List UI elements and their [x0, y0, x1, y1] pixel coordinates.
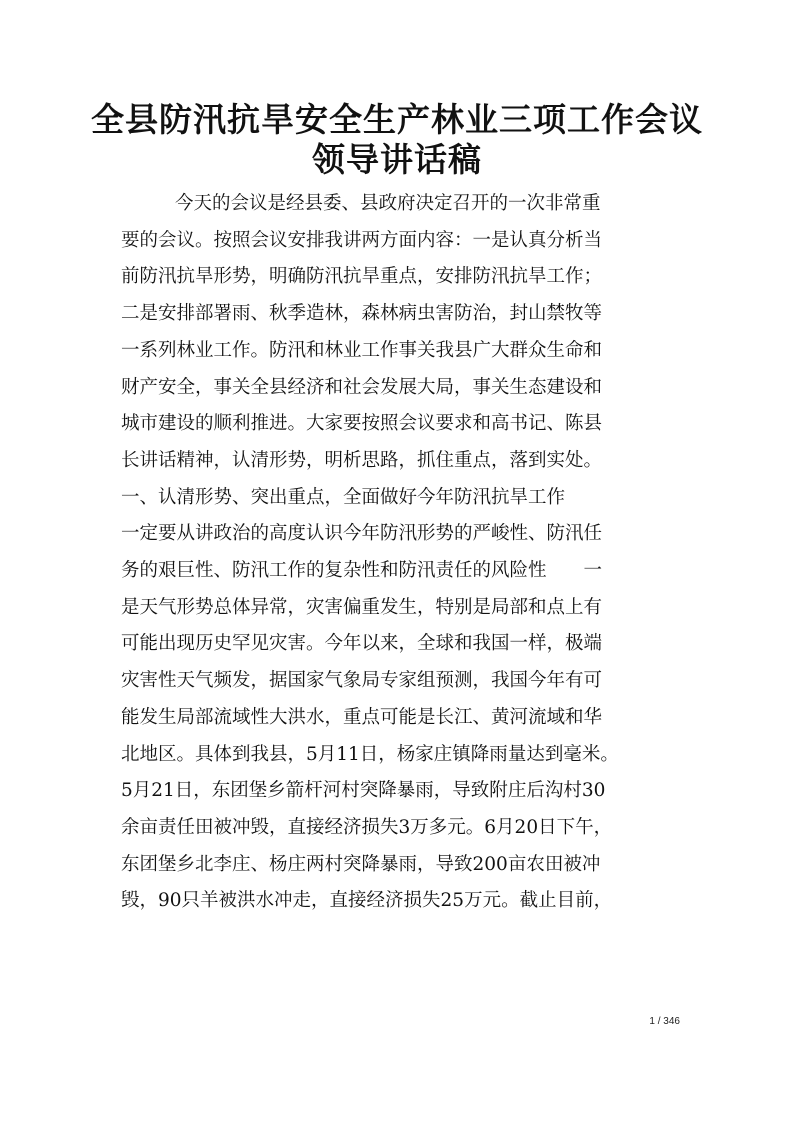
- body-line: 灾害性天气频发，据国家气象局专家组预测，我国今年有可: [121, 670, 603, 692]
- body-line: 前防汛抗旱形势，明确防汛抗旱重点，安排防汛抗旱工作；: [121, 266, 603, 288]
- body-line: 5月21日，东团堡乡箭杆河村突降暴雨，导致附庄后沟村30: [121, 780, 606, 802]
- body-line: 今天的会议是经县委、县政府决定召开的一次非常重: [175, 193, 601, 214]
- body-line: 财产安全，事关全县经济和社会发展大局，事关生态建设和: [121, 376, 603, 398]
- body-line: 余亩责任田被冲毁，直接经济损失3万多元。6月20日下午，: [121, 816, 613, 838]
- body-line: 能发生局部流域性大洪水，重点可能是长江、黄河流域和华: [121, 706, 603, 728]
- section-heading: 一、认清形势、突出重点，全面做好今年防汛抗旱工作: [121, 486, 566, 508]
- body-line: 要的会议。按照会议安排我讲两方面内容：一是认真分析当: [121, 229, 603, 251]
- body-line: 毁，90只羊被洪水冲走，直接经济损失25万元。截止目前，: [121, 890, 613, 912]
- document-body: [121, 186, 683, 920]
- body-line: 是天气形势总体异常，灾害偏重发生，特别是局部和点上有: [121, 596, 603, 618]
- page-number: 1 / 346: [649, 1016, 680, 1027]
- body-line: 长讲话精神，认清形势，明析思路，抓住重点，落到实处。: [121, 449, 603, 471]
- body-line: 二是安排部署雨、秋季造林，森林病虫害防治，封山禁牧等: [121, 303, 603, 325]
- body-line: 城市建设的顺利推进。大家要按照会议要求和高书记、陈县: [121, 413, 603, 435]
- body-line: 北地区。具体到我县，5月11日，杨家庄镇降雨量达到毫米。: [121, 743, 619, 765]
- body-line: 一系列林业工作。防汛和林业工作事关我县广大群众生命和: [121, 339, 603, 361]
- document-title-line-1: 全县防汛抗旱安全生产林业三项工作会议: [91, 100, 703, 139]
- document-title-line-2: 领导讲话稿: [312, 140, 482, 179]
- body-line: 可能出现历史罕见灾害。今年以来，全球和我国一样，极端: [121, 633, 603, 655]
- body-line: 东团堡乡北李庄、杨庄两村突降暴雨，导致200亩农田被冲: [121, 853, 601, 875]
- body-line: 一定要从讲政治的高度认识今年防汛形势的严峻性、防汛任: [121, 523, 603, 545]
- body-line: 务的艰巨性、防汛工作的复杂性和防汛责任的风险性 一: [121, 560, 603, 582]
